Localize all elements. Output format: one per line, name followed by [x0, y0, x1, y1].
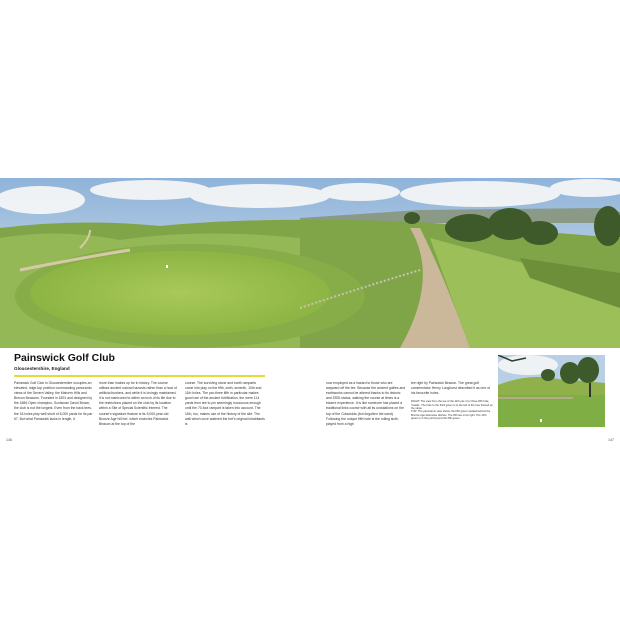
- body-column-1: Painswick Golf Club in Gloucestershire occupies an elevated, ridge-top position commanding panoramic views of the Severn Valley, the Malvern Hills and Brecon Beacons. Founded in 1891 and designed by the 1886 Open champion, Scotsman David Brown, the club is not the longest. Even from the back tees, the 18 holes play well short of 5,000 yards for its par 67. But what Painswick lacks in length, it: [14, 381, 93, 421]
- panorama-photo: [0, 178, 620, 348]
- body-column-5: tee right by Painswick Beacon. The great golf commentator Henry Longhurst described it as one of his favourite holes.: [411, 381, 490, 396]
- caption-top: TOP: The panoramic view shows the fifth green nestled behind the Bronze Age defensive ditches. The fifth tee is far right. The 11th green is in the just beyond the fifth green.: [411, 410, 491, 421]
- body-column-3: course. The surviving stone and earth ramparts come into play on the fifth, sixth, seventh, 10th and 11th holes. The par-three fifth in particular makes good use of the ancient fortification, the mere 114 yards from tee to pin seemingly innocuous enough until the 70-foot rampart is taken into account. The 11th, too, makes use of the history of the site. The wall which once watered the fort's original inhabitants is: [185, 381, 265, 426]
- caption-right: RIGHT: The view from the tee of the 11th par-4 (or three fifth hole, 'Castle'. The hole to the third green is to the left of the tree framed up the slope.: [411, 400, 493, 411]
- page-number-right: 147: [608, 438, 614, 442]
- article-title: Painswick Golf Club: [14, 352, 115, 364]
- hole-photo: [498, 355, 605, 427]
- page-number-left: 146: [6, 438, 12, 442]
- body-column-2: more than makes up for in history. The course utilises ancient natural hazards rather than a host of artificial bunkers, and while it is lovingly maintained, it is not manicured to within an inch of its life due to the restrictions placed on the club by its location within a Site of Special Scientific Interest. The course's signature feature is its 5,000-year-old Bronze Age hill fort, which encircles Painswick Beacon at the top of the: [99, 381, 177, 426]
- article-subtitle: Gloucestershire, England: [14, 366, 70, 371]
- accent-rule: [14, 375, 265, 377]
- body-column-4: now employed as a hazard to those who are wayward off the tee. Because the ancient gullies and earthworks cannot be altered thanks to its historic and SSSI status, walking the course at times is a bizarre experience. It is like someone has placed a traditional links course with all its undulations on the top of the Cotswolds (but forgotten the sand). Following the unique fifth hole is the rolling sixth, played from a high: [326, 381, 406, 426]
